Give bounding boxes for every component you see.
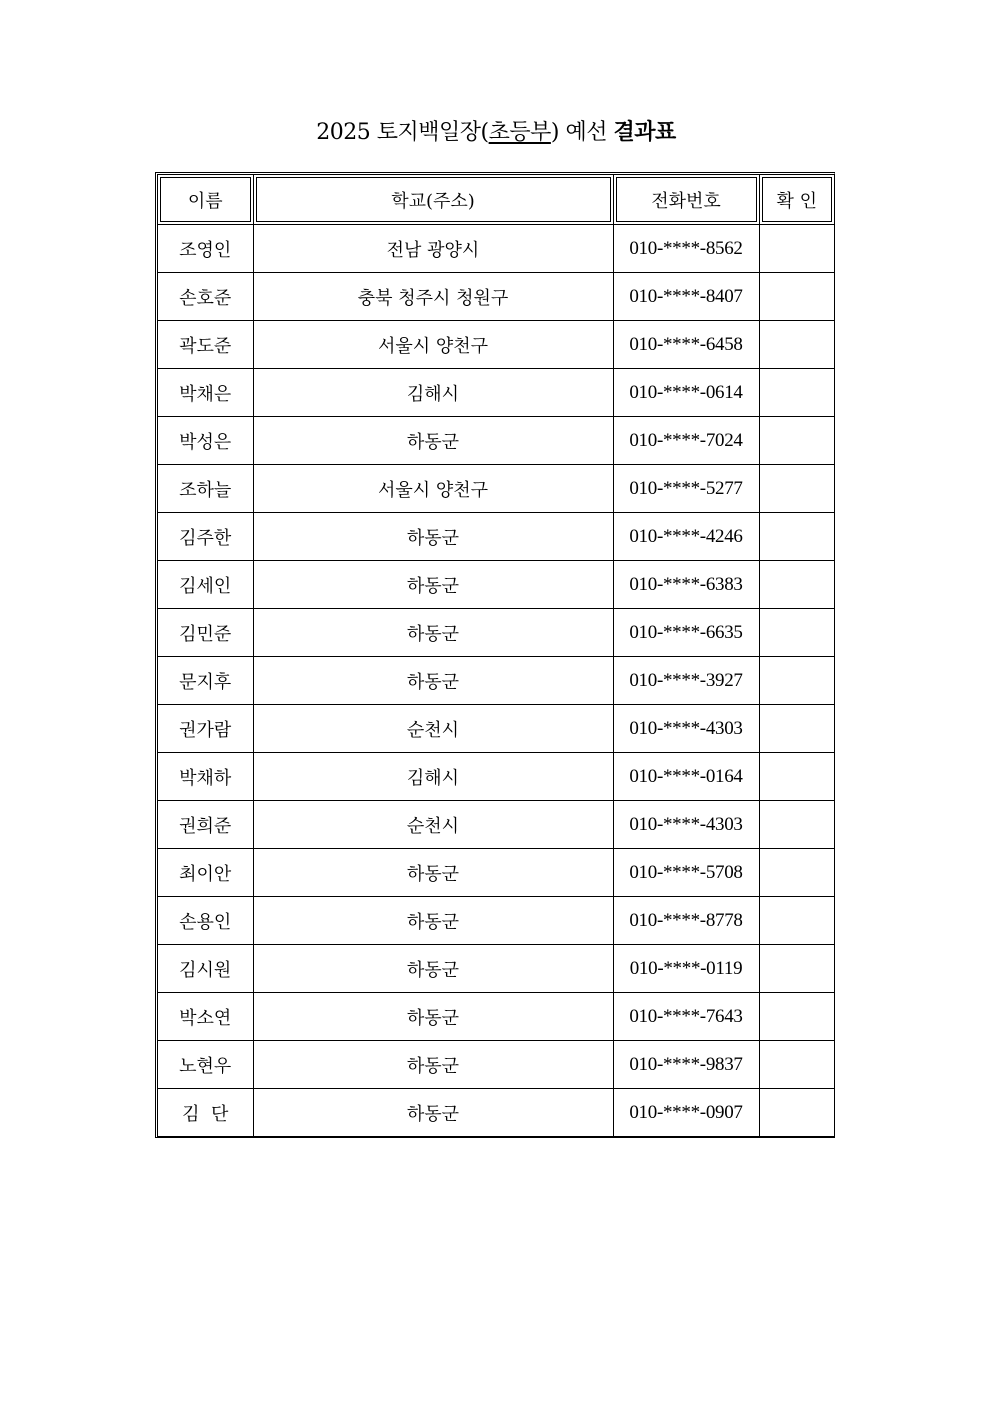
table-row <box>158 897 834 945</box>
results-table <box>158 175 834 1136</box>
check-cell <box>759 705 834 753</box>
phone-cell: 010-****-4303 <box>613 705 759 753</box>
check-cell <box>759 897 834 945</box>
name-cell: 노현우 <box>158 1041 253 1089</box>
check-cell <box>759 273 834 321</box>
phone-cell: 010-****-4303 <box>613 801 759 849</box>
title-result-sheet: 결과표 <box>613 120 676 145</box>
name-cell: 권희준 <box>158 801 253 849</box>
phone-cell: 010-****-0119 <box>613 945 759 993</box>
table-row <box>158 465 834 513</box>
school-cell: 하동군 <box>253 561 613 609</box>
check-cell <box>759 753 834 801</box>
check-cell <box>759 993 834 1041</box>
phone-cell: 010-****-7024 <box>613 417 759 465</box>
phone-cell: 010-****-6383 <box>613 561 759 609</box>
table-row <box>158 225 834 273</box>
check-cell <box>759 321 834 369</box>
phone-cell: 010-****-5708 <box>613 849 759 897</box>
name-cell: 손용인 <box>158 897 253 945</box>
header-check: 확 인 <box>759 175 834 225</box>
table-row <box>158 993 834 1041</box>
phone-cell: 010-****-4246 <box>613 513 759 561</box>
check-cell <box>759 849 834 897</box>
table-row <box>158 321 834 369</box>
table-row <box>158 561 834 609</box>
name-cell: 박소연 <box>158 993 253 1041</box>
table-row <box>158 945 834 993</box>
phone-cell: 010-****-0907 <box>613 1089 759 1137</box>
name-cell: 박성은 <box>158 417 253 465</box>
school-cell: 하동군 <box>253 993 613 1041</box>
table-row <box>158 657 834 705</box>
document-title <box>0 116 992 150</box>
name-cell: 최이안 <box>158 849 253 897</box>
school-cell: 하동군 <box>253 417 613 465</box>
header-row <box>158 175 834 225</box>
school-cell: 서울시 양천구 <box>253 465 613 513</box>
check-cell <box>759 945 834 993</box>
header-name: 이름 <box>158 175 253 225</box>
check-cell <box>759 465 834 513</box>
name-cell: 김민준 <box>158 609 253 657</box>
table-row <box>158 801 834 849</box>
check-cell <box>759 225 834 273</box>
school-cell: 하동군 <box>253 1089 613 1137</box>
check-cell <box>759 609 834 657</box>
school-cell: 하동군 <box>253 1041 613 1089</box>
table-row <box>158 513 834 561</box>
table-row <box>158 1089 834 1137</box>
name-cell: 김 단 <box>158 1089 253 1137</box>
table-row <box>158 705 834 753</box>
school-cell: 김해시 <box>253 753 613 801</box>
check-cell <box>759 561 834 609</box>
school-cell: 순천시 <box>253 705 613 753</box>
results-table-container <box>155 172 835 1138</box>
school-cell: 하동군 <box>253 849 613 897</box>
name-cell: 김주한 <box>158 513 253 561</box>
header-school: 학교(주소) <box>253 175 613 225</box>
check-cell <box>759 657 834 705</box>
name-cell: 박채하 <box>158 753 253 801</box>
table-row <box>158 417 834 465</box>
check-cell <box>759 1089 834 1137</box>
school-cell: 충북 청주시 청원구 <box>253 273 613 321</box>
table-body <box>158 225 834 1137</box>
phone-cell: 010-****-8562 <box>613 225 759 273</box>
school-cell: 하동군 <box>253 513 613 561</box>
title-division: 초등부 <box>488 120 551 145</box>
table-row <box>158 753 834 801</box>
check-cell <box>759 369 834 417</box>
school-cell: 하동군 <box>253 945 613 993</box>
check-cell <box>759 1041 834 1089</box>
school-cell: 전남 광양시 <box>253 225 613 273</box>
header-phone: 전화번호 <box>613 175 759 225</box>
phone-cell: 010-****-0164 <box>613 753 759 801</box>
phone-cell: 010-****-8407 <box>613 273 759 321</box>
name-cell: 곽도준 <box>158 321 253 369</box>
check-cell <box>759 513 834 561</box>
phone-cell: 010-****-5277 <box>613 465 759 513</box>
school-cell: 서울시 양천구 <box>253 321 613 369</box>
name-cell: 박채은 <box>158 369 253 417</box>
table-row <box>158 849 834 897</box>
phone-cell: 010-****-3927 <box>613 657 759 705</box>
title-middle: ) 예선 <box>550 120 614 145</box>
name-cell: 문지후 <box>158 657 253 705</box>
name-cell: 김시원 <box>158 945 253 993</box>
table-row <box>158 609 834 657</box>
name-cell: 김세인 <box>158 561 253 609</box>
school-cell: 김해시 <box>253 369 613 417</box>
check-cell <box>759 801 834 849</box>
phone-cell: 010-****-0614 <box>613 369 759 417</box>
name-cell: 권가람 <box>158 705 253 753</box>
table-row <box>158 369 834 417</box>
title-prefix: 2025 토지백일장( <box>316 120 489 145</box>
phone-cell: 010-****-7643 <box>613 993 759 1041</box>
table-row <box>158 273 834 321</box>
name-cell: 조영인 <box>158 225 253 273</box>
table-row <box>158 1041 834 1089</box>
phone-cell: 010-****-6635 <box>613 609 759 657</box>
check-cell <box>759 417 834 465</box>
phone-cell: 010-****-9837 <box>613 1041 759 1089</box>
phone-cell: 010-****-6458 <box>613 321 759 369</box>
name-cell: 조하늘 <box>158 465 253 513</box>
name-cell: 손호준 <box>158 273 253 321</box>
school-cell: 하동군 <box>253 657 613 705</box>
school-cell: 하동군 <box>253 609 613 657</box>
phone-cell: 010-****-8778 <box>613 897 759 945</box>
school-cell: 하동군 <box>253 897 613 945</box>
school-cell: 순천시 <box>253 801 613 849</box>
